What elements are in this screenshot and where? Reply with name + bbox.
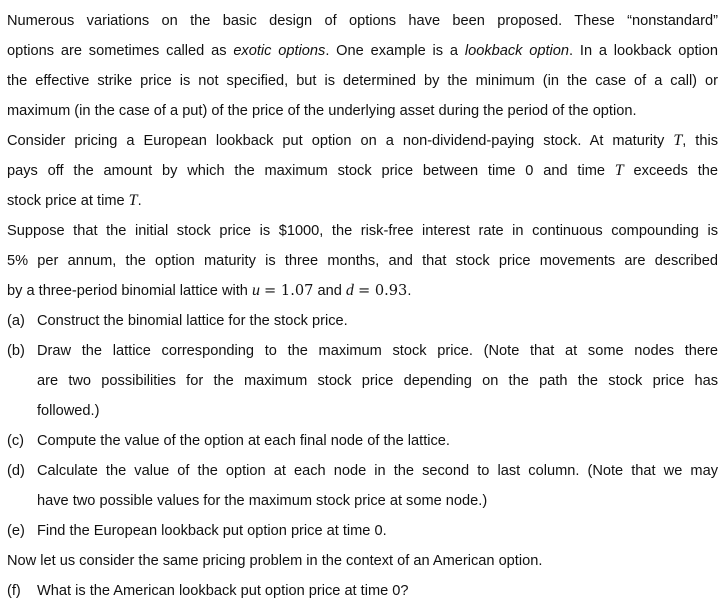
- intro-text: . One example is a: [325, 43, 459, 59]
- intro-line-1: [7, 6, 718, 36]
- intro-line-7: [7, 186, 718, 216]
- intro-text: pays off the amount by which the maximum stock price between time 0 and time: [7, 163, 605, 179]
- math-var-T: T: [128, 192, 138, 209]
- math-var-d: d: [345, 282, 354, 299]
- question-text: have two possible values for the maximum stock price at some node.): [37, 493, 488, 509]
- intro-text: the effective strike price is not specified, but is determined by the minimum (in the case of a call) or: [7, 73, 718, 89]
- intro-text: Consider pricing a European lookback put option on a non-dividend-paying stock. At maturity: [7, 133, 665, 149]
- math-var-T: T: [673, 132, 683, 149]
- question-text: Calculate the value of the option at each node in the second to last column. (Note that we may: [37, 463, 718, 479]
- question-text: Construct the binomial lattice for the stock price.: [37, 313, 348, 329]
- question-marker-spacer: [7, 396, 37, 426]
- intro-line-4: [7, 96, 718, 126]
- question-marker: (c): [7, 433, 25, 449]
- setup-text: 5% per annum, the option maturity is three months, and that stock price movements are described: [7, 253, 718, 269]
- question-b: [7, 336, 718, 366]
- question-text: followed.): [37, 403, 100, 419]
- setup-text: and: [317, 283, 342, 299]
- setup-line-2: [7, 246, 718, 276]
- setup-line-3: [7, 276, 718, 306]
- setup-text: Suppose that the initial stock price is $1000, the risk-free interest rate in continuous compounding is: [7, 223, 718, 239]
- american-intro-text: Now let us consider the same pricing problem in the context of an American option.: [7, 553, 543, 569]
- question-f: [7, 576, 718, 606]
- intro-text: . In a lookback option: [569, 43, 718, 59]
- question-marker: (b): [7, 343, 25, 359]
- question-a: [7, 306, 718, 336]
- question-text: are two possibilities for the maximum stock price depending on the path the stock price has: [37, 373, 718, 389]
- question-c: [7, 426, 718, 456]
- setup-text: .: [407, 283, 412, 299]
- question-b-cont-2: [7, 396, 718, 426]
- term-exotic-options: exotic options: [233, 43, 326, 59]
- question-text: Find the European lookback put option price at time 0.: [37, 523, 387, 539]
- question-marker: (d): [7, 463, 25, 479]
- question-text: Draw the lattice corresponding to the maximum stock price. (Note that at some nodes there: [37, 343, 718, 359]
- math-value-u: = 1.07: [264, 282, 314, 299]
- intro-line-2: [7, 36, 718, 66]
- question-text: Compute the value of the option at each final node of the lattice.: [37, 433, 450, 449]
- american-intro: [7, 546, 718, 576]
- intro-text: maximum (in the case of a put) of the price of the underlying asset during the period of the option.: [7, 103, 637, 119]
- question-d-cont-1: [7, 486, 718, 516]
- math-var-u: u: [251, 282, 260, 299]
- setup-line-1: [7, 216, 718, 246]
- math-var-T: T: [614, 162, 624, 179]
- intro-text: , this: [682, 133, 718, 149]
- intro-line-3: [7, 66, 718, 96]
- question-e: [7, 516, 718, 546]
- problem-document: [7, 6, 718, 606]
- question-b-cont-1: [7, 366, 718, 396]
- intro-line-6: [7, 156, 718, 186]
- intro-text: Numerous variations on the basic design of options have been proposed. These “nonstandard”: [7, 13, 718, 29]
- intro-text: .: [137, 193, 142, 209]
- question-marker: (f): [7, 583, 21, 599]
- term-lookback-option: lookback option: [464, 43, 570, 59]
- intro-text: options are sometimes called as: [7, 43, 227, 59]
- math-value-d: = 0.93: [357, 282, 408, 299]
- intro-text: exceeds the: [633, 163, 718, 179]
- setup-text: by a three-period binomial lattice with: [7, 283, 248, 299]
- question-text: What is the American lookback put option price at time 0?: [37, 583, 409, 599]
- question-d: [7, 456, 718, 486]
- intro-line-5: [7, 126, 718, 156]
- question-marker-spacer: [7, 366, 37, 396]
- question-marker: (a): [7, 313, 25, 329]
- question-marker: (e): [7, 523, 25, 539]
- intro-text: stock price at time: [7, 193, 125, 209]
- question-marker-spacer: [7, 486, 37, 516]
